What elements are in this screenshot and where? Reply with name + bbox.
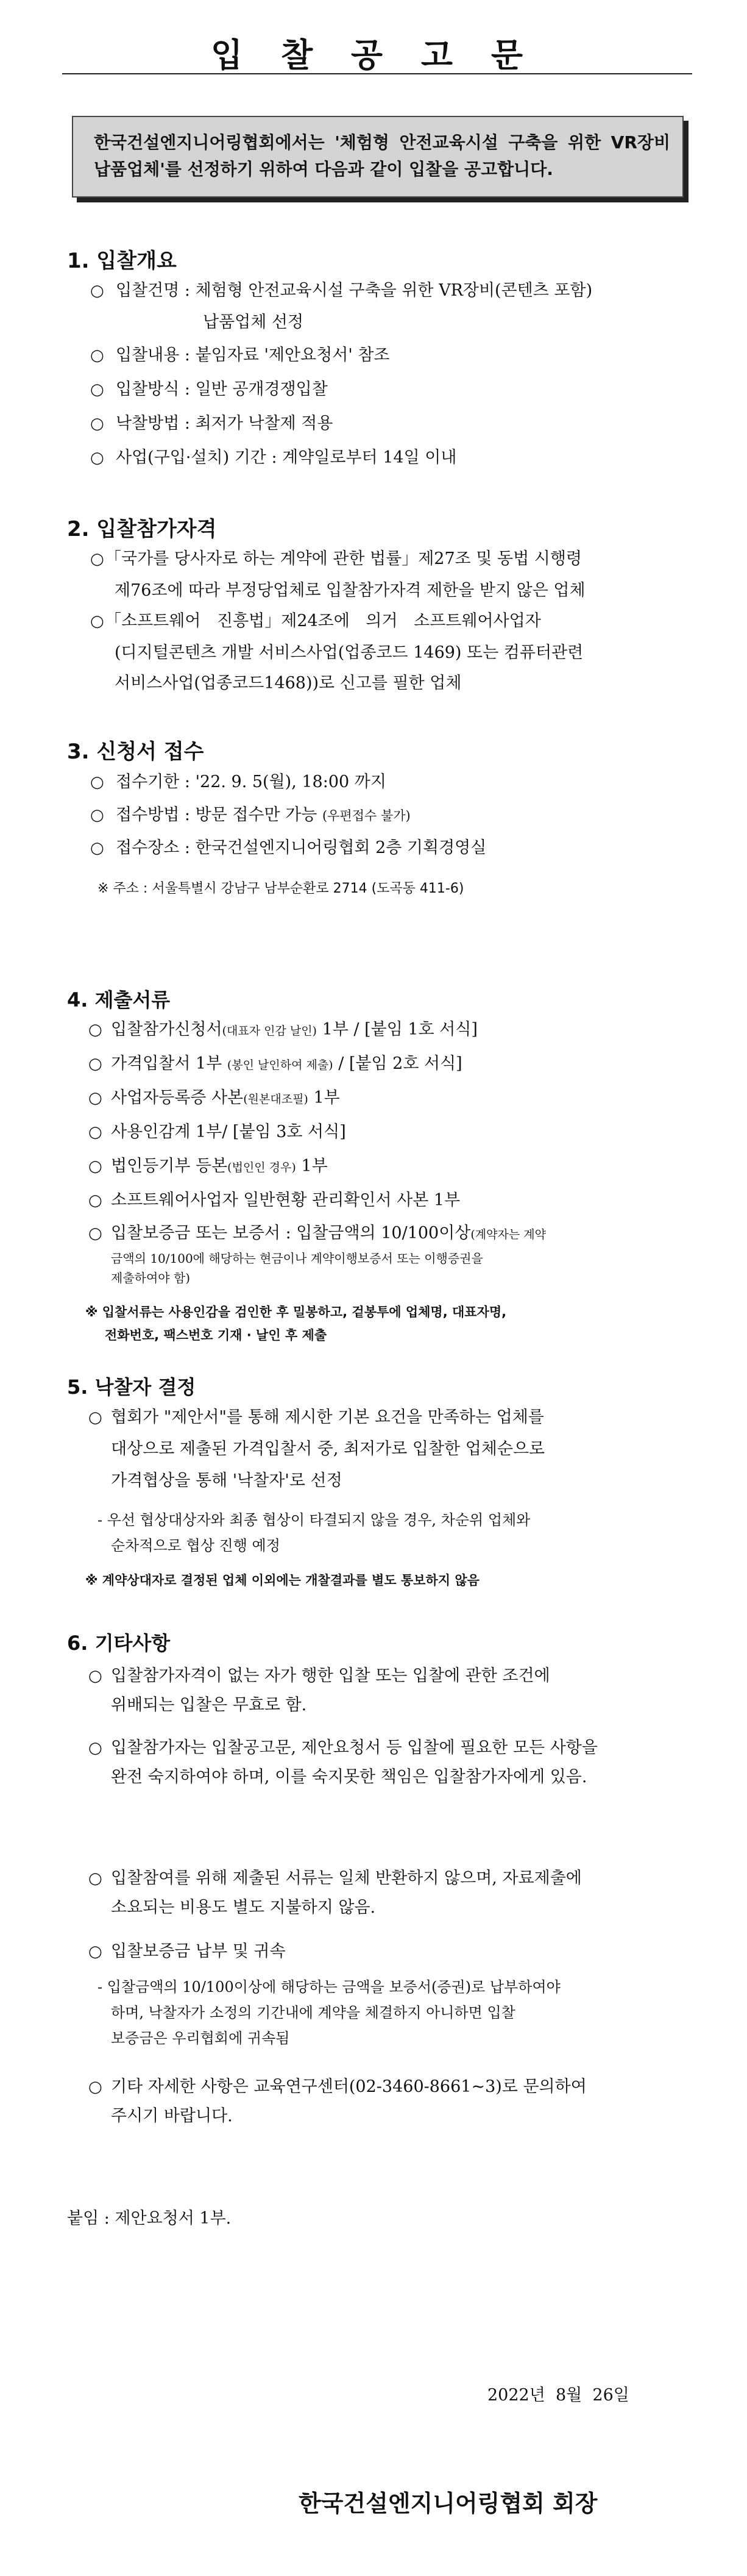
s1-line-4: 낙찰방법 : 최저가 낙찰제 적용	[116, 414, 333, 433]
bullet-icon: ○	[88, 1224, 102, 1243]
s4-line-2	[111, 1052, 462, 1077]
s4-line-5-b: 1부	[301, 1157, 328, 1176]
page-title: 입 찰 공 고 문	[210, 36, 537, 74]
bullet-icon: ○	[88, 1089, 102, 1107]
s5-detail-1b: 순차적으로 협상 진행 예정	[111, 1537, 280, 1554]
bullet-icon: ○	[90, 380, 104, 399]
s1-line-2: 입찰내용 : 붙임자료 '제안요청서' 참조	[116, 346, 390, 365]
bullet-icon: ○	[88, 1123, 102, 1141]
s6-line-3b: 소요되는 비용도 별도 지불하지 않음.	[111, 1898, 376, 1917]
s4-line-1	[111, 1018, 478, 1043]
bullet-icon: ○	[90, 612, 104, 630]
s4-line-3-b: 1부	[313, 1088, 340, 1107]
bullet-icon: ○	[90, 806, 104, 824]
s3-address: ※ 주소 : 서울특별시 강남구 남부순환로 2714 (도곡동 411-6)	[97, 881, 464, 896]
bullet-icon: ○	[90, 550, 104, 568]
s1-line-1b: 납품업체 선정	[203, 313, 304, 332]
signature: 한국건설엔지니어링협회 회장	[299, 2489, 598, 2517]
s3-line-2-note: (우편접수 불가)	[322, 808, 411, 823]
notice-box	[72, 116, 684, 198]
s6-line-5b: 주시기 바랍니다.	[111, 2107, 233, 2125]
s4-line-1-b: 1부 / [붙임 1호 서식]	[322, 1020, 478, 1039]
s4-line-5-a: 법인등기부 등본	[111, 1157, 228, 1176]
s4-line-5-note: (법인인 경우)	[227, 1161, 296, 1174]
s5-line-1c: 가격협상을 통해 '낙찰자'로 선정	[111, 1471, 342, 1490]
bullet-icon: ○	[88, 1408, 102, 1427]
s4-line-3-a: 사업자등록증 사본	[111, 1088, 244, 1107]
s6-line-4: 입찰보증금 납부 및 귀속	[111, 1942, 286, 1961]
section-1-heading: 1. 입찰개요	[67, 249, 177, 273]
s2-line-2b: (디지털콘텐츠 개발 서비스사업(업종코드 1469) 또는 컴퓨터관련	[115, 643, 584, 662]
s4-note-1: ※ 입찰서류는 사용인감을 검인한 후 밀봉하고, 겉봉투에 업체명, 대표자명,	[85, 1305, 507, 1319]
bullet-icon: ○	[88, 2078, 102, 2096]
s4-line-2-b: / [붙임 2호 서식]	[338, 1054, 462, 1073]
bullet-icon: ○	[88, 1667, 102, 1685]
attachment-note: 붙임 : 제안요청서 1부.	[67, 2209, 232, 2228]
s5-detail-1: - 우선 협상대상자와 최종 협상이 타결되지 않을 경우, 차순위 업체와	[97, 1511, 531, 1529]
s4-line-1-note: (대표자 인감 날인)	[222, 1024, 317, 1038]
s6-line-1b: 위배되는 입찰은 무효로 함.	[111, 1696, 307, 1714]
s4-line-7-a: 입찰보증금 또는 보증서 : 입찰금액의 10/100이상	[111, 1224, 471, 1243]
issue-date: 2022년 8월 26일	[487, 2386, 629, 2405]
s1-line-3: 입찰방식 : 일반 공개경쟁입찰	[116, 380, 328, 399]
s4-note-2: 전화번호, 팩스번호 기재 · 날인 후 제출	[105, 1328, 327, 1343]
bullet-icon: ○	[88, 1021, 102, 1039]
s6-line-3: 입찰참여를 위해 제출된 서류는 일체 반환하지 않으며, 자료제출에	[111, 1869, 582, 1888]
bullet-icon: ○	[88, 1869, 102, 1888]
s2-line-1b: 제76조에 따라 부정당업체로 입찰참가자격 제한을 받지 않은 업체	[115, 581, 586, 600]
s1-line-5: 사업(구입·설치) 기간 : 계약일로부터 14일 이내	[116, 448, 457, 467]
bullet-icon: ○	[90, 282, 104, 300]
s2-line-2: 「소프트웨어 진흥법」제24조에 의거 소프트웨어사업자	[105, 612, 541, 630]
title-divider	[62, 73, 692, 74]
s4-line-6: 소프트웨어사업자 일반현황 관리확인서 사본 1부	[111, 1191, 461, 1210]
bullet-icon: ○	[90, 773, 104, 791]
s3-line-2-text: 접수방법 : 방문 접수만 가능	[116, 805, 317, 824]
s6-detail-1b: 하며, 낙찰자가 소정의 기간내에 계약을 체결하지 아니하면 입찰	[111, 2004, 515, 2021]
bullet-icon: ○	[90, 449, 104, 467]
s6-detail-1c: 보증금은 우리협회에 귀속됨	[111, 2030, 290, 2047]
section-3-heading: 3. 신청서 접수	[67, 740, 204, 764]
bullet-icon: ○	[88, 1739, 102, 1757]
s2-line-2c: 서비스사업(업종코드1468))로 신고를 필한 업체	[115, 674, 462, 693]
bullet-icon: ○	[88, 1157, 102, 1176]
s3-line-1: 접수기한 : '22. 9. 5(월), 18:00 까지	[116, 772, 386, 791]
bullet-icon: ○	[88, 1943, 102, 1961]
bullet-icon: ○	[88, 1191, 102, 1210]
s4-line-1-a: 입찰참가신청서	[111, 1020, 222, 1039]
s5-line-1b: 대상으로 제출된 가격입찰서 중, 최저가로 입찰한 업체순으로	[111, 1440, 545, 1458]
s5-note: ※ 계약상대자로 결정된 업체 이외에는 개찰결과를 별도 통보하지 않음	[85, 1573, 480, 1588]
s6-line-2: 입찰참가자는 입찰공고문, 제안요청서 등 입찰에 필요한 모든 사항을	[111, 1738, 598, 1757]
section-2-heading: 2. 입찰참가자격	[67, 517, 217, 541]
s4-line-7c: 제출하여야 함)	[111, 1271, 191, 1285]
s6-detail-1: - 입찰금액의 10/100이상에 해당하는 금액을 보증서(증권)로 납부하여야	[97, 1978, 561, 1996]
s4-line-7b: 금액의 10/100에 해당하는 현금이나 계약이행보증서 또는 이행증권을	[111, 1251, 483, 1266]
s5-line-1: 협회가 "제안서"를 통해 제시한 기본 요건을 만족하는 업체를	[111, 1408, 544, 1427]
section-5-heading: 5. 낙찰자 결정	[67, 1375, 196, 1399]
s2-line-1: 「국가를 당사자로 하는 계약에 관한 법률」제27조 및 동법 시행령	[105, 549, 582, 568]
s4-line-7	[111, 1222, 546, 1246]
s6-line-1: 입찰참가자격이 없는 자가 행한 입찰 또는 입찰에 관한 조건에	[111, 1666, 550, 1685]
s4-line-3	[111, 1086, 340, 1111]
bullet-icon: ○	[90, 839, 104, 857]
s1-line-1: 입찰건명 : 체험형 안전교육시설 구축을 위한 VR장비(콘텐츠 포함)	[116, 281, 593, 300]
s4-line-2-a: 가격입찰서 1부	[111, 1054, 222, 1073]
s6-line-5: 기타 자세한 사항은 교육연구센터(02-3460-8661~3)로 문의하여	[111, 2077, 587, 2096]
s4-line-7-note: (계약자는 계약	[470, 1228, 546, 1241]
section-6-heading: 6. 기타사항	[67, 1632, 171, 1655]
bullet-icon: ○	[90, 415, 104, 433]
s4-line-3-note: (원본대조필)	[243, 1093, 308, 1106]
section-4-heading: 4. 제출서류	[67, 988, 171, 1011]
s6-line-2b: 완전 숙지하여야 하며, 이를 숙지못한 책임은 입찰참가자에게 있음.	[111, 1768, 587, 1786]
s4-line-2-note: (봉인 날인하여 제출)	[227, 1058, 333, 1072]
s3-line-2	[116, 804, 411, 827]
s4-line-5	[111, 1155, 328, 1179]
bullet-icon: ○	[88, 1055, 102, 1073]
s3-line-3: 접수장소 : 한국건설엔지니어링협회 2층 기획경영실	[116, 838, 487, 857]
s4-line-4: 사용인감계 1부/ [붙임 3호 서식]	[111, 1122, 346, 1141]
notice-text: 한국건설엔지니어링협회에서는 '체험형 안전교육시설 구축을 위한 VR장비 납품업체'를 선정하기 위하여 다음과 같이 입찰을 공고합니다.	[94, 132, 670, 179]
bullet-icon: ○	[90, 346, 104, 365]
